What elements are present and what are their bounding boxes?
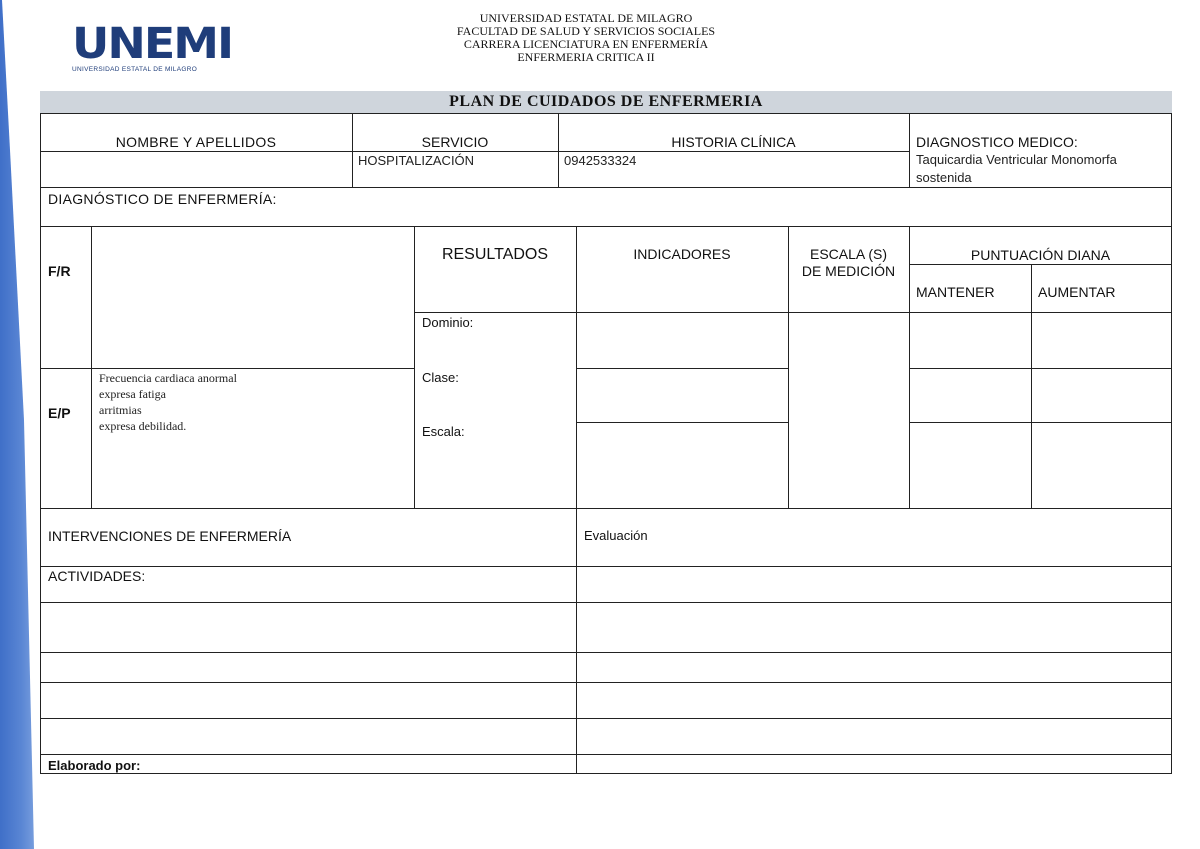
- fr-label: F/R: [48, 263, 71, 279]
- blue-side-decoration: [0, 0, 36, 849]
- header-career: CARRERA LICENCIATURA EN ENFERMERÍA: [463, 37, 709, 51]
- servicio-value[interactable]: HOSPITALIZACIÓN: [358, 153, 475, 168]
- nombre-label: NOMBRE Y APELLIDOS: [115, 134, 277, 150]
- divider: [40, 226, 1172, 227]
- ep-item-2: expresa fatiga: [99, 387, 166, 401]
- diagnostico-medico-line2[interactable]: sostenida: [916, 170, 972, 185]
- unemi-logo: [72, 18, 233, 73]
- divider: [40, 566, 1172, 567]
- divider: [40, 151, 910, 152]
- divider: [909, 368, 1172, 369]
- divider: [576, 368, 788, 369]
- divider: [40, 368, 414, 369]
- divider: [91, 226, 92, 508]
- header-faculty: FACULTAD DE SALUD Y SERVICIOS SOCIALES: [456, 24, 716, 38]
- ep-item-3: arritmias: [99, 403, 142, 417]
- intervenciones-label: INTERVENCIONES DE ENFERMERÍA: [48, 528, 292, 544]
- ep-item-1: Frecuencia cardiaca anormal: [99, 371, 237, 385]
- divider: [909, 422, 1172, 423]
- diagnostico-medico-line1[interactable]: Taquicardia Ventricular Monomorfa: [916, 152, 1117, 167]
- elaborado-label: Elaborado por:: [48, 758, 141, 773]
- header-university: UNIVERSIDAD ESTATAL DE MILAGRO: [479, 11, 693, 25]
- divider: [909, 226, 910, 508]
- divider: [40, 187, 1172, 188]
- divider: [414, 312, 1172, 313]
- ep-item-4: expresa debilidad.: [99, 419, 187, 433]
- historia-label: HISTORIA CLÍNICA: [671, 134, 796, 150]
- divider: [40, 682, 1172, 683]
- divider: [909, 113, 910, 187]
- divider: [576, 422, 788, 423]
- historia-value[interactable]: 0942533324: [564, 153, 637, 168]
- divider: [352, 113, 353, 187]
- divider: [909, 264, 1172, 265]
- actividades-label: ACTIVIDADES:: [48, 568, 146, 584]
- escala-medicion-label-1: ESCALA (S): [809, 246, 888, 262]
- clase-label: Clase:: [422, 370, 459, 385]
- form-title: PLAN DE CUIDADOS DE ENFERMERIA: [40, 91, 1172, 114]
- divider: [1031, 264, 1032, 508]
- resultados-label: RESULTADOS: [441, 246, 549, 263]
- puntuacion-diana-label: PUNTUACIÓN DIANA: [970, 247, 1111, 263]
- evaluacion-label: Evaluación: [584, 528, 648, 543]
- divider: [40, 652, 1172, 653]
- dominio-label: Dominio:: [422, 315, 474, 330]
- escala-medicion-label-2: DE MEDICIÓN: [801, 263, 896, 279]
- divider: [576, 226, 577, 774]
- servicio-label: SERVICIO: [421, 134, 489, 150]
- aumentar-label: AUMENTAR: [1038, 284, 1116, 300]
- indicadores-label: INDICADORES: [633, 246, 731, 262]
- mantener-label: MANTENER: [916, 284, 995, 300]
- logo-wordmark: UNEMI: [72, 18, 233, 68]
- diagnostico-enfermeria-label: DIAGNÓSTICO DE ENFERMERÍA:: [48, 191, 277, 207]
- ep-label: E/P: [48, 405, 71, 421]
- logo-subtitle: UNIVERSIDAD ESTATAL DE MILAGRO: [72, 66, 198, 73]
- divider: [40, 602, 1172, 603]
- divider: [40, 754, 1172, 755]
- care-plan-form: [40, 91, 1172, 774]
- divider: [558, 113, 559, 187]
- document-header: [380, 12, 792, 64]
- divider: [40, 718, 1172, 719]
- divider: [40, 508, 1172, 509]
- header-course: ENFERMERIA CRITICA II: [517, 50, 655, 64]
- diagnostico-medico-label: DIAGNOSTICO MEDICO:: [916, 134, 1078, 150]
- divider: [414, 226, 415, 508]
- escala-label: Escala:: [422, 424, 465, 439]
